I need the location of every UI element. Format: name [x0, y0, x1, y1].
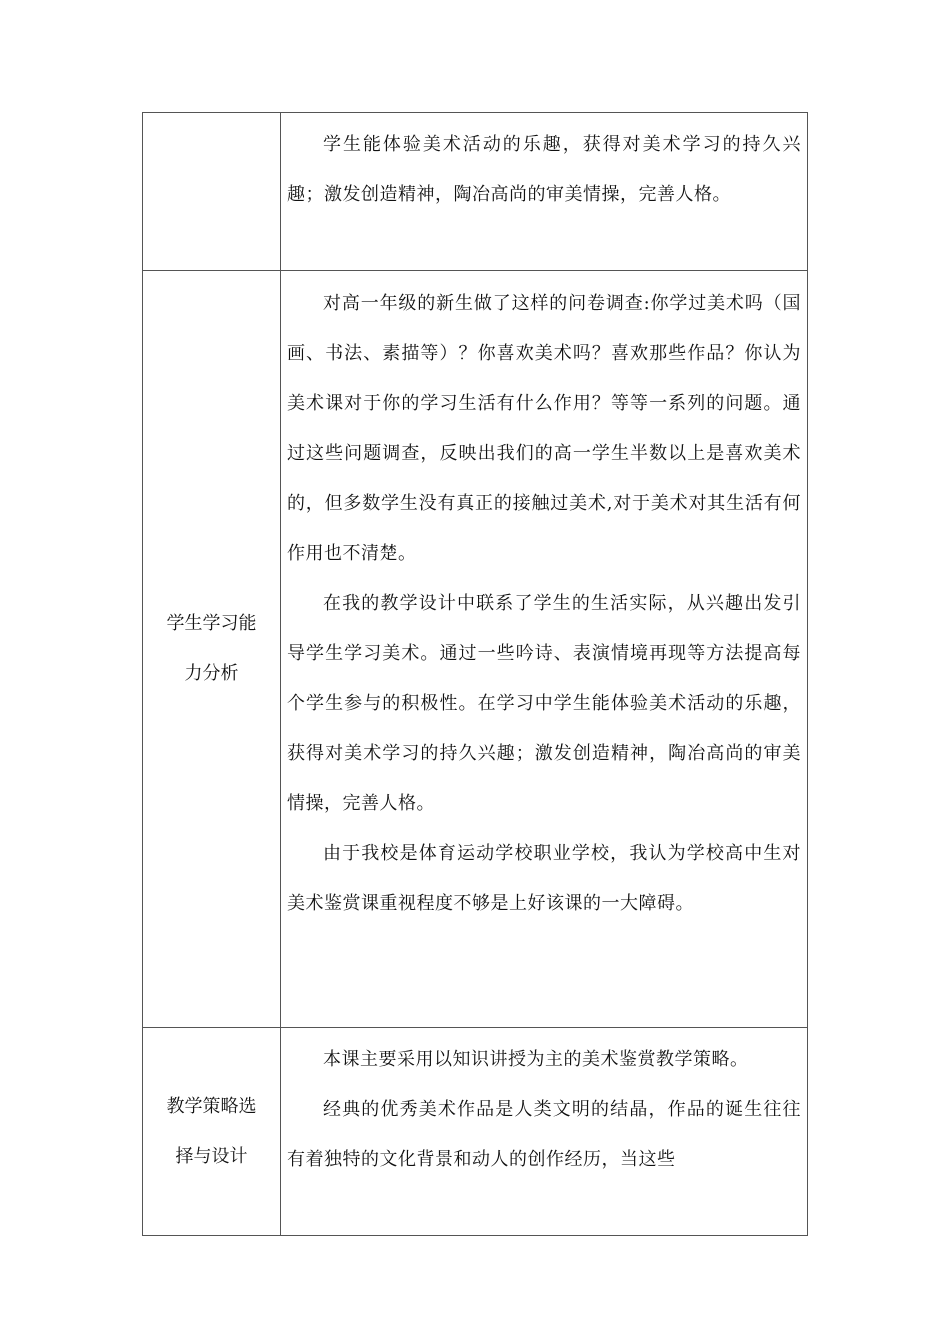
row-label-empty: [143, 113, 281, 271]
paragraph: 本课主要采用以知识讲授为主的美术鉴赏教学策略。: [323, 1049, 749, 1070]
paragraph: 学生能体验美术活动的乐趣，获得对美术学习的持久兴趣；激发创造精神，陶冶高尚的审美情操，完善人格。: [287, 134, 801, 205]
row-label-line: 教学策略选: [166, 1095, 257, 1117]
row-content-goals: [281, 113, 808, 271]
row-label-line: 力分析: [184, 663, 239, 684]
paragraph: 由于我校是体育运动学校职业学校，我认为学校高中生对美术鉴赏课重视程度不够是上好该课的一大障碍。: [287, 843, 801, 914]
row-label-line: 学生学习能: [166, 613, 257, 634]
paragraph: 在我的教学设计中联系了学生的生活实际，从兴趣出发引导学生学习美术。通过一些吟诗、表演情境再现等方法提高每个学生参与的积极性。在学习中学生能体验美术活动的乐趣，获得对美术学习的持久兴趣；激发创造精神，陶冶高尚的审美情操，完善人格。: [287, 593, 801, 814]
table-row-goals: [143, 113, 808, 271]
table-row-student-ability: [143, 271, 808, 1028]
table-row-teaching-strategy: [143, 1028, 808, 1236]
lesson-plan-table: [142, 112, 808, 1236]
row-content-teaching-strategy: [281, 1028, 808, 1236]
row-label-line: 择与设计: [175, 1145, 248, 1167]
paragraph: 对高一年级的新生做了这样的问卷调查:你学过美术吗（国画、书法、素描等）？你喜欢美术吗？喜欢那些作品？你认为美术课对于你的学习生活有什么作用？等等一系列的问题。通过这些问题调查，反映出我们的高一学生半数以上是喜欢美术的，但多数学生没有真正的接触过美术,对于美术对其生活有何作用也不清楚。: [287, 293, 801, 564]
row-label-student-ability: [143, 271, 281, 1028]
row-label-teaching-strategy: [143, 1028, 281, 1236]
paragraph: 经典的优秀美术作品是人类文明的结晶，作品的诞生往往有着独特的文化背景和动人的创作经历，当这些: [287, 1099, 801, 1170]
row-content-student-ability: [281, 271, 808, 1028]
